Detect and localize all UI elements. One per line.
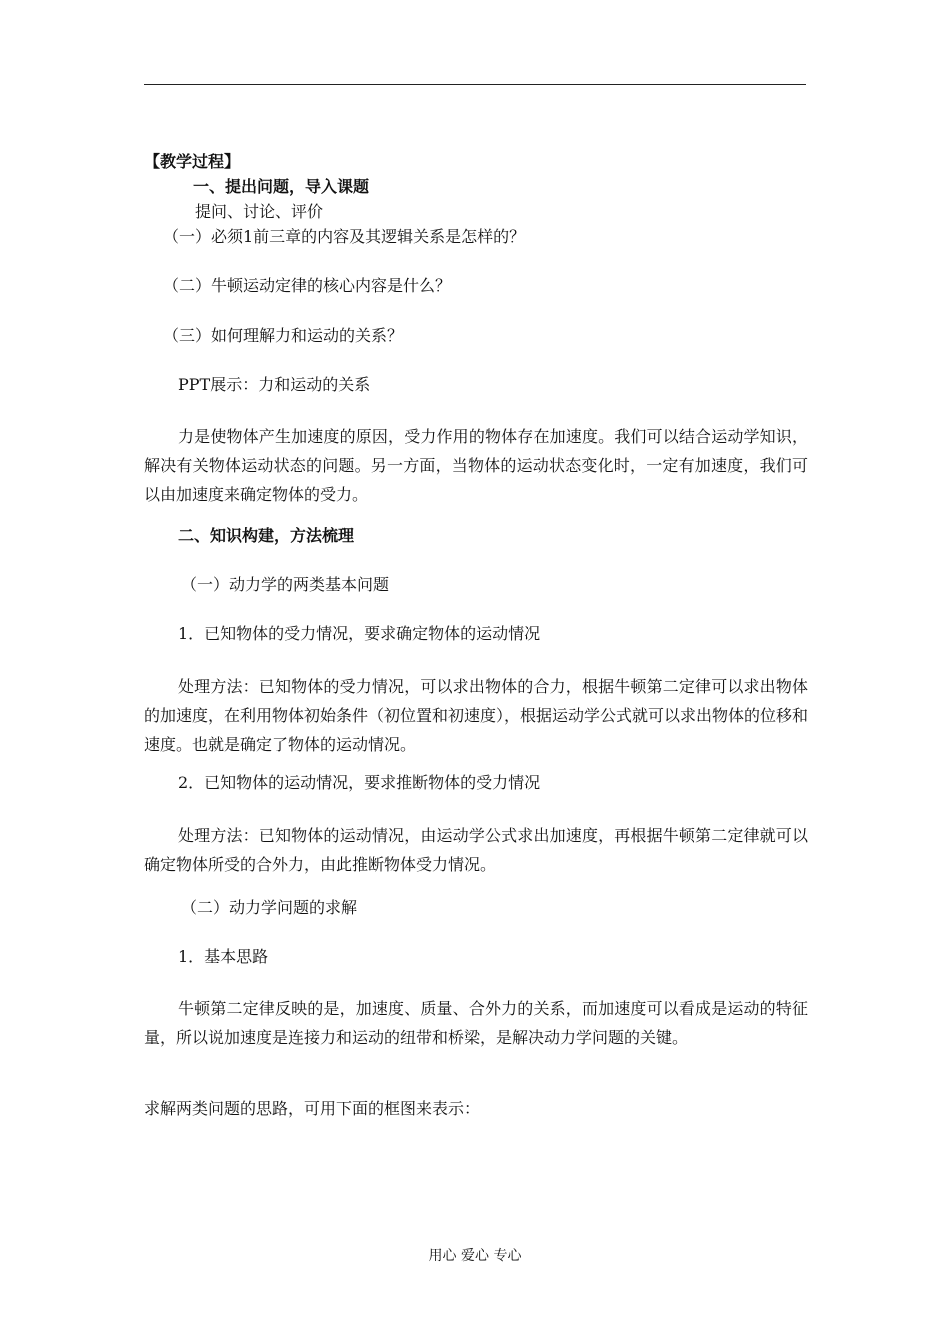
paragraph-idea: 牛顿第二定律反映的是，加速度、质量、合外力的关系，而加速度可以看成是运动的特征量，所以说加速度是连接力和运动的纽带和桥梁，是解决动力学问题的关键。 [144,999,808,1047]
section-title: 【教学过程】 [144,152,241,171]
paragraph-method-1: 处理方法：已知物体的受力情况，可以求出物体的合力，根据牛顿第二定律可以求出物体的加速度，在利用物体初始条件（初位置和初速度），根据运动学公式就可以求出物体的位移和速度。也就是确定了物体的运动情况。 [144,677,809,754]
item-1: 1．已知物体的受力情况，要求确定物体的运动情况 [178,624,541,643]
subheading-1: （一）动力学的两类基本问题 [181,575,390,594]
ppt-line: PPT展示：力和运动的关系 [178,375,371,394]
heading-2: 二、知识构建，方法梳理 [178,526,355,545]
item-2: 2．已知物体的运动情况，要求推断物体的受力情况 [178,773,541,792]
item-3: 1．基本思路 [178,947,269,966]
question-3: （三）如何理解力和运动的关系？ [163,326,404,345]
final-line: 求解两类问题的思路，可用下面的框图来表示： [144,1099,481,1118]
question-1: （一）必须1前三章的内容及其逻辑关系是怎样的？ [163,227,526,246]
paragraph-method-2: 处理方法：已知物体的运动情况，由运动学公式求出加速度，再根据牛顿第二定律就可以确定物体所受的合外力，由此推断物体受力情况。 [144,826,808,874]
paragraph-force: 力是使物体产生加速度的原因，受力作用的物体存在加速度。我们可以结合运动学知识，解决有关物体运动状态的问题。另一方面，当物体的运动状态变化时，一定有加速度，我们可以由加速度来确定物体的受力。 [144,427,808,504]
subheading-2: （二）动力学问题的求解 [181,898,358,917]
question-2: （二）牛顿运动定律的核心内容是什么？ [163,276,452,295]
header-rule [144,84,806,85]
heading-1: 一、提出问题，导入课题 [193,177,370,196]
footer-text: 用心 爱心 专心 [428,1248,522,1264]
subline: 提问、讨论、评价 [195,202,324,221]
